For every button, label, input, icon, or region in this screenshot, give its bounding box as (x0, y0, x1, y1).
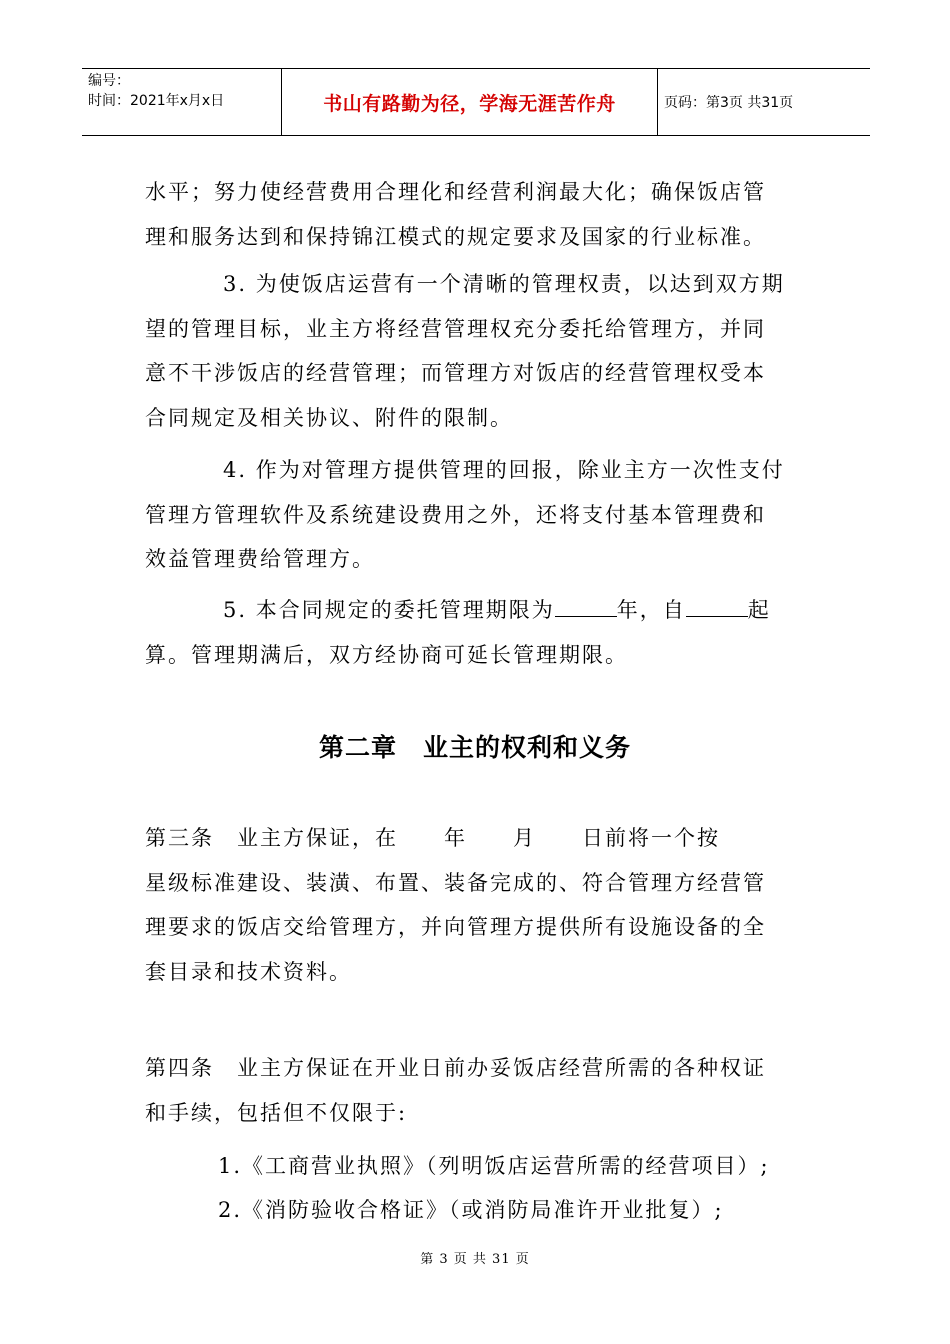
text-line: 3. 为使饭店运营有一个清晰的管理权责，以达到双方期 (223, 272, 785, 296)
paragraph-clause-3 (145, 262, 807, 440)
text-line: 管理方管理软件及系统建设费用之外，还将支付基本管理费和 (145, 502, 766, 527)
text-line (145, 588, 807, 633)
text-line: 意不干涉饭店的经营管理；而管理方对饭店的经营管理权受本 (145, 361, 766, 385)
text-segment: 起 (747, 598, 771, 622)
text-line: 水平；努力使经营费用合理化和经营利润最大化；确保饭店管 (145, 180, 766, 204)
text-segment: 年，自 (616, 598, 686, 622)
text-line: 第三条 业主方保证，在 年 月 日前将一个按 (145, 826, 720, 850)
text-line: 合同规定及相关协议、附件的限制。 (145, 405, 513, 430)
blank-years-field (555, 596, 617, 617)
list-item-business-license: 1.《工商营业执照》（列明饭店运营所需的经营项目）; (218, 1154, 770, 1178)
document-number: 编号： (88, 73, 130, 89)
header-page-number: 页码：第3页 共31页 (664, 95, 794, 111)
document-header (82, 68, 870, 136)
text-segment: 5. 本合同规定的委托管理期限为 (223, 598, 555, 622)
header-motto: 书山有路勤为径，学海无涯苦作舟 (282, 69, 658, 135)
paragraph-clause-5 (145, 588, 807, 677)
text-line: 望的管理目标，业主方将经营管理权充分委托给管理方，并同 (145, 316, 766, 341)
page-footer: 第 3 页 共 31 页 (420, 1252, 530, 1267)
blank-start-date-field (686, 596, 748, 617)
text-line: 第四条 业主方保证在开业日前办妥饭店经营所需的各种权证 (145, 1056, 766, 1080)
paragraph-clause-4 (145, 448, 807, 582)
article-3 (145, 816, 807, 994)
chapter-title: 第二章 业主的权利和义务 (318, 733, 631, 762)
header-meta (82, 69, 282, 135)
text-line: 理和服务达到和保持锦江模式的规定要求及国家的行业标准。 (145, 224, 766, 249)
text-line: 和手续，包括但不仅限于: (145, 1100, 408, 1125)
article-4 (145, 1046, 807, 1135)
text-line: 效益管理费给管理方。 (145, 547, 375, 571)
text-line: 星级标准建设、装潢、布置、装备完成的、符合管理方经营管 (145, 870, 766, 895)
list-item-fire-certificate: 2.《消防验收合格证》（或消防局准许开业批复）; (218, 1198, 724, 1222)
document-date: 时间：2021年x月x日 (88, 93, 225, 109)
text-line: 4. 作为对管理方提供管理的回报，除业主方一次性支付 (223, 458, 785, 482)
text-line: 算。管理期满后，双方经协商可延长管理期限。 (145, 642, 628, 667)
text-line: 套目录和技术资料。 (145, 959, 352, 984)
text-line: 理要求的饭店交给管理方，并向管理方提供所有设施设备的全 (145, 915, 766, 939)
paragraph-1 (145, 170, 807, 259)
